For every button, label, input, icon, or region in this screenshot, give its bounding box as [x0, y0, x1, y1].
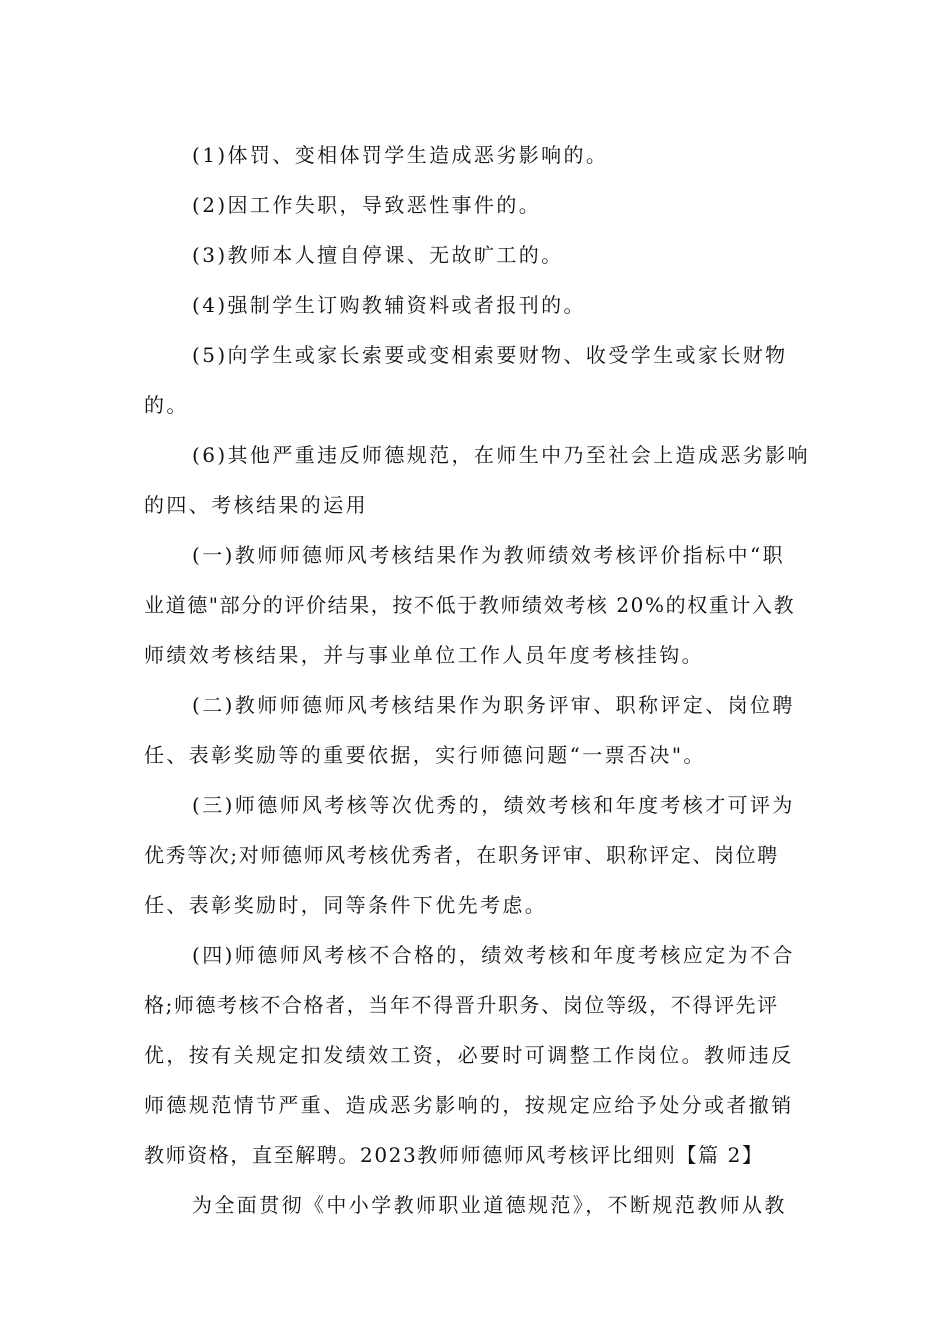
text-line: (3)教师本人擅自停课、无故旷工的。 [192, 243, 564, 267]
text-line: 的四、考核结果的运用 [144, 493, 368, 517]
text-line: 的。 [144, 393, 189, 417]
text-line: (1)体罚、变相体罚学生造成恶劣影响的。 [192, 143, 609, 167]
text-line: (4)强制学生订购教辅资料或者报刊的。 [192, 293, 586, 317]
text-line: 业道德"部分的评价结果，按不低于教师绩效考核 20%的权重计入教 [144, 593, 796, 617]
text-line: 优，按有关规定扣发绩效工资，必要时可调整工作岗位。教师违反 [144, 1043, 794, 1067]
text-line: (三)师德师风考核等次优秀的，绩效考核和年度考核才可评为 [192, 793, 795, 817]
text-line: 教师资格，直至解聘。2023教师师德师风考核评比细则【篇 2】 [144, 1143, 764, 1167]
text-line: 任、表彰奖励时，同等条件下优先考虑。 [144, 893, 548, 917]
text-line: 师绩效考核结果，并与事业单位工作人员年度考核挂钩。 [144, 643, 704, 667]
text-line: 任、表彰奖励等的重要依据，实行师德问题“一票否决"。 [144, 743, 706, 767]
text-line: (5)向学生或家长索要或变相索要财物、收受学生或家长财物 [192, 343, 788, 367]
text-line: 为全面贯彻《中小学教师职业道德规范》，不断规范教师从教 [192, 1193, 787, 1217]
text-line: 优秀等次;对师德师风考核优秀者，在职务评审、职称评定、岗位聘 [144, 843, 779, 867]
text-line: 师德规范情节严重、造成恶劣影响的，按规定应给予处分或者撤销 [144, 1093, 794, 1117]
text-line: (一)教师师德师风考核结果作为教师绩效考核评价指标中“职 [192, 543, 786, 567]
document-body [144, 130, 810, 1230]
text-line: 格;师德考核不合格者，当年不得晋升职务、岗位等级，不得评先评 [144, 993, 779, 1017]
text-line: (四)师德师风考核不合格的，绩效考核和年度考核应定为不合 [192, 943, 795, 967]
text-line: (6)其他严重违反师德规范，在师生中乃至社会上造成恶劣影响 [192, 443, 810, 467]
text-line: (2)因工作失职，导致恶性事件的。 [192, 193, 542, 217]
text-line: (二)教师师德师风考核结果作为职务评审、职称评定、岗位聘 [192, 693, 795, 717]
